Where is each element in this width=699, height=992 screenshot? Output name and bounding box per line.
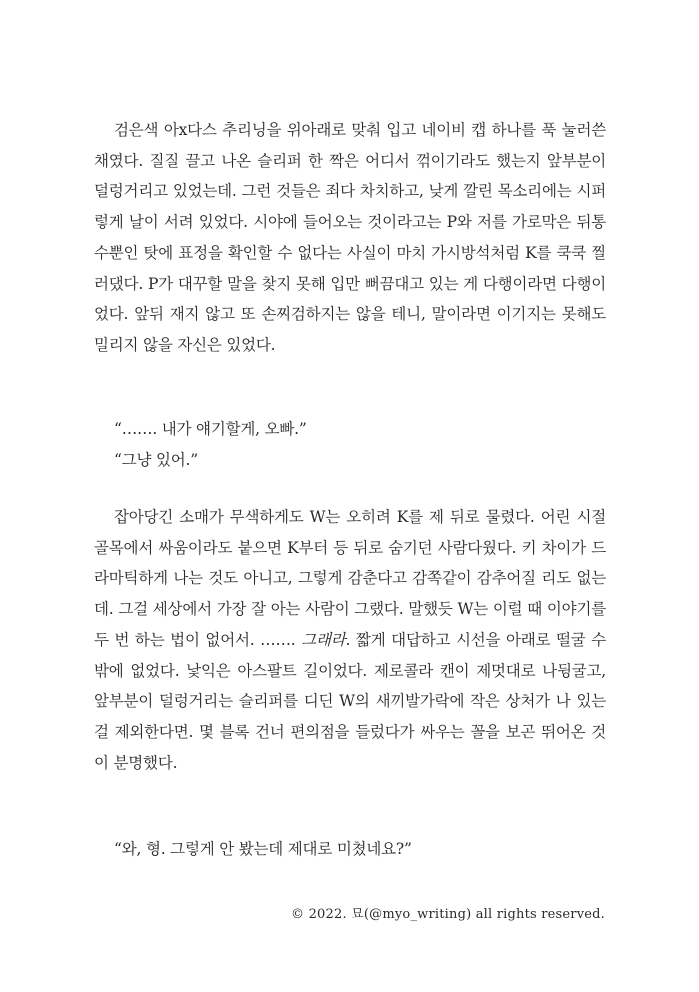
dialogue-line-3: “와, 형. 그렇게 안 봤는데 제대로 미쳤네요?” <box>114 840 412 858</box>
paragraph-2-block <box>94 502 606 778</box>
dialogue-2-block <box>94 834 606 865</box>
paragraph-2-part-2: 짧게 대답하고 시선을 아래로 떨굴 수밖에 없었다. 낯익은 아스팔트 길이었다. 제로콜라 캔이 제멋대로 나뒹굴고, 앞부분이 덜렁거리는 슬리퍼를 디딘 W의 새끼발가락에 작은 상처가 나 있는 걸 제외한다면. 몇 블록 건너 편의점을 들렀다가 싸우는 꼴을 보곤 뛰어온 것이 분명했다. <box>94 630 606 772</box>
paragraph-2 <box>94 502 606 778</box>
dialogue-1-block <box>94 414 606 475</box>
dialogue-line-2: “그냥 있어.” <box>114 450 198 469</box>
paragraph-1-block <box>94 115 606 361</box>
paragraph-2-italic: 그래라. <box>301 630 351 649</box>
dialogue-line-1: “……. 내가 얘기할게, 오빠.” <box>114 420 307 438</box>
paragraph-2-part-1: 잡아당긴 소매가 무색하게도 W는 오히려 K를 제 뒤로 물렸다. 어린 시절 골목에서 싸움이라도 붙으면 K부터 등 뒤로 숨기던 사람다웠다. 키 차이가 드라마틱하게 나는 것도 아니고, 그렇게 감춘다고 감쪽같이 감추어질 리도 없는데. 그걸 세상에서 가장 잘 아는 사람이 그랬다. 말했듯 W는 이럴 때 이야기를 두 번 하는 법이 없어서. ……. <box>94 508 606 649</box>
copyright-notice: © 2022. 묘(@myo_writing) all rights reserved. <box>291 907 605 922</box>
paragraph-1: 검은색 아x다스 추리닝을 위아래로 맞춰 입고 네이비 캡 하나를 푹 눌러쓴 채였다. 질질 끌고 나온 슬리퍼 한 짝은 어디서 꺾이기라도 했는지 앞부분이 덜렁거리고 있었는데. 그런 것들은 죄다 차치하고, 낮게 깔린 목소리에는 시퍼렇게 날이 서려 있었다. 시야에 들어오는 것이라고는 P와 저를 가로막은 뒤통수뿐인 탓에 표정을 확인할 수 없다는 사실이 마치 가시방석처럼 K를 쿡쿡 찔러댔다. P가 대꾸할 말을 찾지 못해 입만 뻐끔대고 있는 게 다행이라면 다행이었다. 앞뒤 재지 않고 또 손찌검하지는 않을 테니, 말이라면 이기지는 못해도 밀리지 않을 자신은 있었다. <box>94 121 606 354</box>
